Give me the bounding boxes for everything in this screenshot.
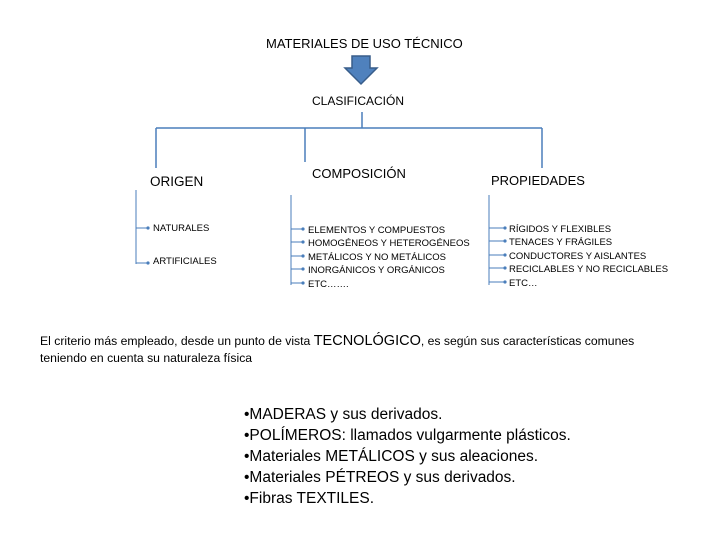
propiedades-branch (489, 195, 505, 285)
down-arrow-icon (345, 56, 377, 84)
list-item: RECICLABLES Y NO RECICLABLES (509, 264, 669, 276)
classification-bracket (156, 112, 542, 168)
propiedades-list (509, 223, 668, 290)
materials-list (244, 404, 571, 509)
list-item: ARTIFICIALES (153, 256, 217, 268)
composicion-bullets (301, 227, 304, 284)
origen-heading: ORIGEN (150, 174, 204, 189)
list-item: TENACES Y FRÁGILES (509, 237, 613, 249)
origen-bullets (146, 226, 149, 264)
propiedades-heading: PROPIEDADES (491, 173, 585, 188)
list-item: ELEMENTOS Y COMPUESTOS (308, 225, 446, 236)
list-item: ETC……. (308, 278, 349, 290)
list-item: RÍGIDOS Y FLEXIBLES (509, 224, 612, 235)
paragraph-text-before: El criterio más empleado, desde un punto de vista (40, 334, 314, 348)
list-item: HOMOGÉNEOS Y HETEROGÉNEOS (308, 238, 470, 250)
list-item: •Fibras TEXTILES. (244, 490, 375, 507)
composicion-branch (291, 195, 303, 285)
list-item: CONDUCTORES Y AISLANTES (509, 250, 647, 262)
paragraph-text-after: , es según sus características comunes teniendo en cuenta su naturaleza física (40, 334, 635, 365)
list-item: •Materiales METÁLICOS y sus aleaciones. (244, 448, 539, 465)
origen-branch (136, 190, 148, 264)
list-item: •Materiales PÉTREOS y sus derivados. (244, 469, 516, 486)
paragraph-emphasis: TECNOLÓGICO (313, 333, 421, 349)
propiedades-bullets (503, 226, 506, 283)
list-item: •POLÍMEROS: llamados vulgarmente plásticos. (244, 427, 571, 444)
list-item: •MADERAS y sus derivados. (244, 406, 443, 423)
list-item: METÁLICOS Y NO METÁLICOS (308, 251, 446, 263)
list-item: NATURALES (153, 223, 210, 234)
diagram-title: MATERIALES DE USO TÉCNICO (266, 36, 463, 51)
composicion-list (308, 224, 470, 291)
list-item: INORGÁNICOS Y ORGÁNICOS (308, 265, 445, 277)
composicion-heading: COMPOSICIÓN (312, 166, 406, 181)
criterion-paragraph (40, 333, 680, 367)
classification-label: CLASIFICACIÓN (312, 94, 405, 108)
origen-list (153, 222, 217, 289)
list-item: ETC… (509, 277, 538, 289)
